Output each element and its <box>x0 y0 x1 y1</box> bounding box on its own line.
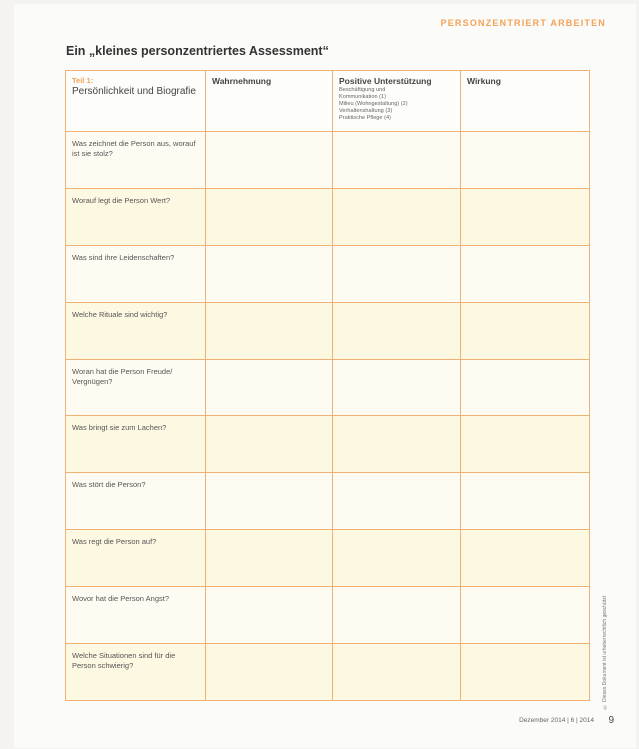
positive-cell[interactable] <box>333 188 461 245</box>
question-cell: Was regt die Person auf? <box>66 530 206 587</box>
col-wirkung-label: Wirkung <box>467 76 501 86</box>
assessment-table <box>65 70 590 701</box>
table-header-row <box>66 71 590 132</box>
wahrnehmung-cell[interactable] <box>206 132 333 189</box>
wahrnehmung-cell[interactable] <box>206 188 333 245</box>
document-page <box>14 4 636 748</box>
question-cell: Was stört die Person? <box>66 473 206 530</box>
question-cell: Welche Rituale sind wichtig? <box>66 302 206 359</box>
header-cell-positive <box>333 71 461 132</box>
question-cell: Was zeichnet die Person aus, worauf ist sie stolz? <box>66 132 206 189</box>
wahrnehmung-cell[interactable] <box>206 530 333 587</box>
footer-source: Dezember 2014 | 6 | 2014 <box>519 717 594 724</box>
positive-subitem: Verhaltenshaltung (3) <box>339 108 393 114</box>
table-row <box>66 644 590 701</box>
wahrnehmung-cell[interactable] <box>206 587 333 644</box>
question-cell: Woran hat die Person Freude/ Vergnügen? <box>66 359 206 416</box>
col-wahrnehmung-label: Wahrnehmung <box>212 76 272 86</box>
first-header-label: Persönlichkeit und Biografie <box>72 86 196 97</box>
positive-cell[interactable] <box>333 245 461 302</box>
wahrnehmung-cell[interactable] <box>206 359 333 416</box>
positive-subitem: Kommunikation (1) <box>339 94 386 100</box>
positive-subitem: Beschäftigung und <box>339 87 386 93</box>
header-cell-personality <box>66 71 206 132</box>
positive-subitem: Praktische Pflege (4) <box>339 115 391 121</box>
table-row <box>66 188 590 245</box>
wirkung-cell[interactable] <box>461 530 590 587</box>
positive-cell[interactable] <box>333 416 461 473</box>
copyright-note: © Dieses Dokument ist urheberrechtlich geschützt <box>602 596 608 710</box>
question-cell: Welche Situationen sind für die Person schwierig? <box>66 644 206 701</box>
positive-cell[interactable] <box>333 132 461 189</box>
wirkung-cell[interactable] <box>461 473 590 530</box>
wahrnehmung-cell[interactable] <box>206 473 333 530</box>
wirkung-cell[interactable] <box>461 359 590 416</box>
positive-subitems <box>339 87 454 122</box>
table-row <box>66 530 590 587</box>
wirkung-cell[interactable] <box>461 245 590 302</box>
wahrnehmung-cell[interactable] <box>206 302 333 359</box>
header-cell-wahrnehmung <box>206 71 333 132</box>
question-cell: Wovor hat die Person Angst? <box>66 587 206 644</box>
wirkung-cell[interactable] <box>461 644 590 701</box>
positive-cell[interactable] <box>333 473 461 530</box>
wahrnehmung-cell[interactable] <box>206 416 333 473</box>
page-title: Ein „kleines personzentriertes Assessment“ <box>66 44 329 58</box>
table-row <box>66 302 590 359</box>
section-tag: PERSONZENTRIERT ARBEITEN <box>440 18 606 28</box>
wirkung-cell[interactable] <box>461 188 590 245</box>
col-positive-label: Positive Unterstützung <box>339 76 432 86</box>
positive-cell[interactable] <box>333 359 461 416</box>
wahrnehmung-cell[interactable] <box>206 644 333 701</box>
wirkung-cell[interactable] <box>461 587 590 644</box>
positive-cell[interactable] <box>333 302 461 359</box>
positive-subitem: Milieu (Wohngestaltung) (2) <box>339 101 408 107</box>
wirkung-cell[interactable] <box>461 302 590 359</box>
wirkung-cell[interactable] <box>461 132 590 189</box>
positive-cell[interactable] <box>333 587 461 644</box>
page-number: 9 <box>608 715 614 726</box>
table-row <box>66 587 590 644</box>
question-cell: Was sind ihre Leidenschaften? <box>66 245 206 302</box>
table-row <box>66 473 590 530</box>
teil-label: Teil 1: <box>72 76 94 85</box>
wahrnehmung-cell[interactable] <box>206 245 333 302</box>
table-row <box>66 245 590 302</box>
header-cell-wirkung <box>461 71 590 132</box>
question-cell: Worauf legt die Person Wert? <box>66 188 206 245</box>
question-cell: Was bringt sie zum Lachen? <box>66 416 206 473</box>
positive-cell[interactable] <box>333 644 461 701</box>
table-row <box>66 359 590 416</box>
wirkung-cell[interactable] <box>461 416 590 473</box>
table-row <box>66 132 590 189</box>
positive-cell[interactable] <box>333 530 461 587</box>
table-row <box>66 416 590 473</box>
